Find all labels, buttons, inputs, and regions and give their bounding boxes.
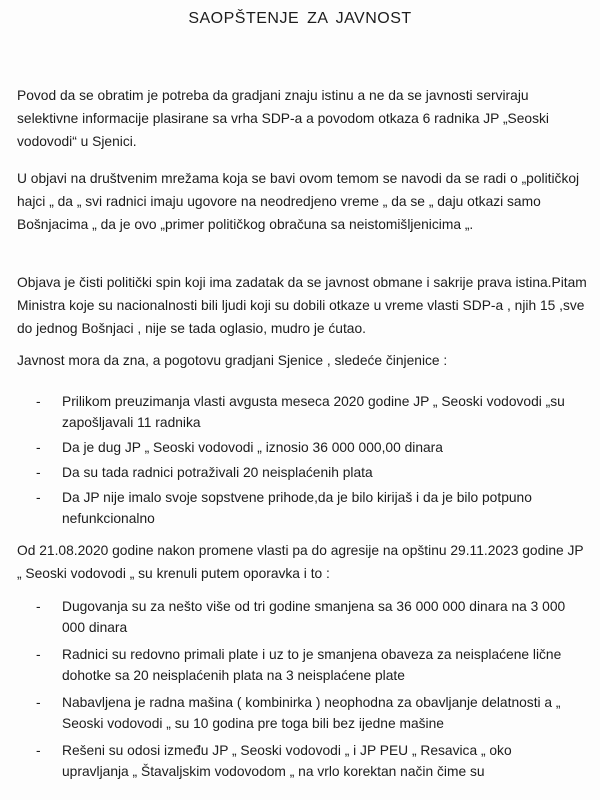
list-item-text: Nabavljena je radna mašina ( kombinirka ) neophodna za obavljanje delatnosti a „ Seoski vodovodi „ su 10 godina pre toga bili bez ijedne mašine	[62, 695, 561, 731]
list-item-text: Da JP nije imalo svoje sopstvene prihode,da je bilo kirijaš i da je bilo potpuno nefunkcionalno	[62, 490, 532, 526]
facts-list	[0, 391, 600, 529]
list-item	[0, 391, 600, 433]
list-item	[0, 644, 600, 686]
list-item	[0, 692, 600, 734]
bullet-dash: -	[36, 394, 41, 409]
list-item-text: Da su tada radnici potraživali 20 neisplaćenih plata	[62, 465, 373, 480]
list-item-text: Prilikom preuzimanja vlasti avgusta meseca 2020 godine JP „ Seoski vodovodi „su zapošljavali 11 radnika	[62, 394, 565, 430]
list-item-text: Rešeni su odosi između JP „ Seoski vodovodi „ i JP PEU „ Resavica „ oko upravljanja „ Štavaljskim vodovodom „ na vrlo korektan način čime su	[62, 743, 512, 779]
list-item	[0, 740, 600, 782]
bullet-dash: -	[36, 743, 41, 758]
paragraph-5: Od 21.08.2020 godine nakon promene vlasti pa do agresije na opštinu 29.11.2023 godine JP „ Seoski vodovodi „ su krenuli putem oporavka i to :	[17, 543, 584, 581]
bullet-dash: -	[36, 465, 41, 480]
list-item	[0, 462, 600, 483]
paragraph-1: Povod da se obratim je potreba da gradjani znaju istinu a ne da se javnosti serviraju selektivne informacije plasirane sa vrha SDP-a a povodom otkaza 6 radnika JP „Seoski vodovodi“ u Sjenici.	[17, 88, 549, 149]
recovery-list	[0, 596, 600, 782]
paragraph-3: Objava je čisti politički spin koji ima zadatak da se javnost obmane i sakrije prava istina.Pitam Ministra koje su nacionalnosti bili ljudi koji su dobili otkaze u vreme vlasti SDP-a , njih 15 ,sve do jednog Bošnjaci , nije se tada oglasio, mudro je ćutao.	[17, 275, 587, 336]
paragraph-4: Javnost mora da zna, a pogotovu gradjani Sjenice , sledeće činjenice :	[17, 353, 448, 368]
list-item-text: Dugovanja su za nešto više od tri godine smanjena sa 36 000 000 dinara na 3 000 000 dinara	[62, 599, 566, 635]
list-item-text: Da je dug JP „ Seoski vodovodi „ iznosio 36 000 000,00 dinara	[62, 440, 443, 455]
list-item	[0, 596, 600, 638]
bullet-dash: -	[36, 599, 41, 614]
bullet-dash: -	[36, 695, 41, 710]
bullet-dash: -	[36, 647, 41, 662]
list-item	[0, 437, 600, 458]
bullet-dash: -	[36, 440, 41, 455]
list-item-text: Radnici su redovno primali plate i uz to je smanjena obaveza za neisplaćene lične dohotke sa 20 neisplaćenih plata na 3 neisplaćene plate	[62, 647, 562, 683]
paragraph-2: U objavi na društvenim mrežama koja se bavi ovom temom se navodi da se radi o „političkoj hajci „ da „ svi radnici imaju ugovore na neodredjeno vreme „ da se „ daju otkazi samo Bošnjacima „ da je ovo „primer političkog obračuna sa neistomišljenicima „.	[17, 171, 580, 232]
document-title: SAOPŠTENJE ZA JAVNOST	[188, 10, 412, 27]
list-item	[0, 487, 600, 529]
bullet-dash: -	[36, 490, 41, 505]
